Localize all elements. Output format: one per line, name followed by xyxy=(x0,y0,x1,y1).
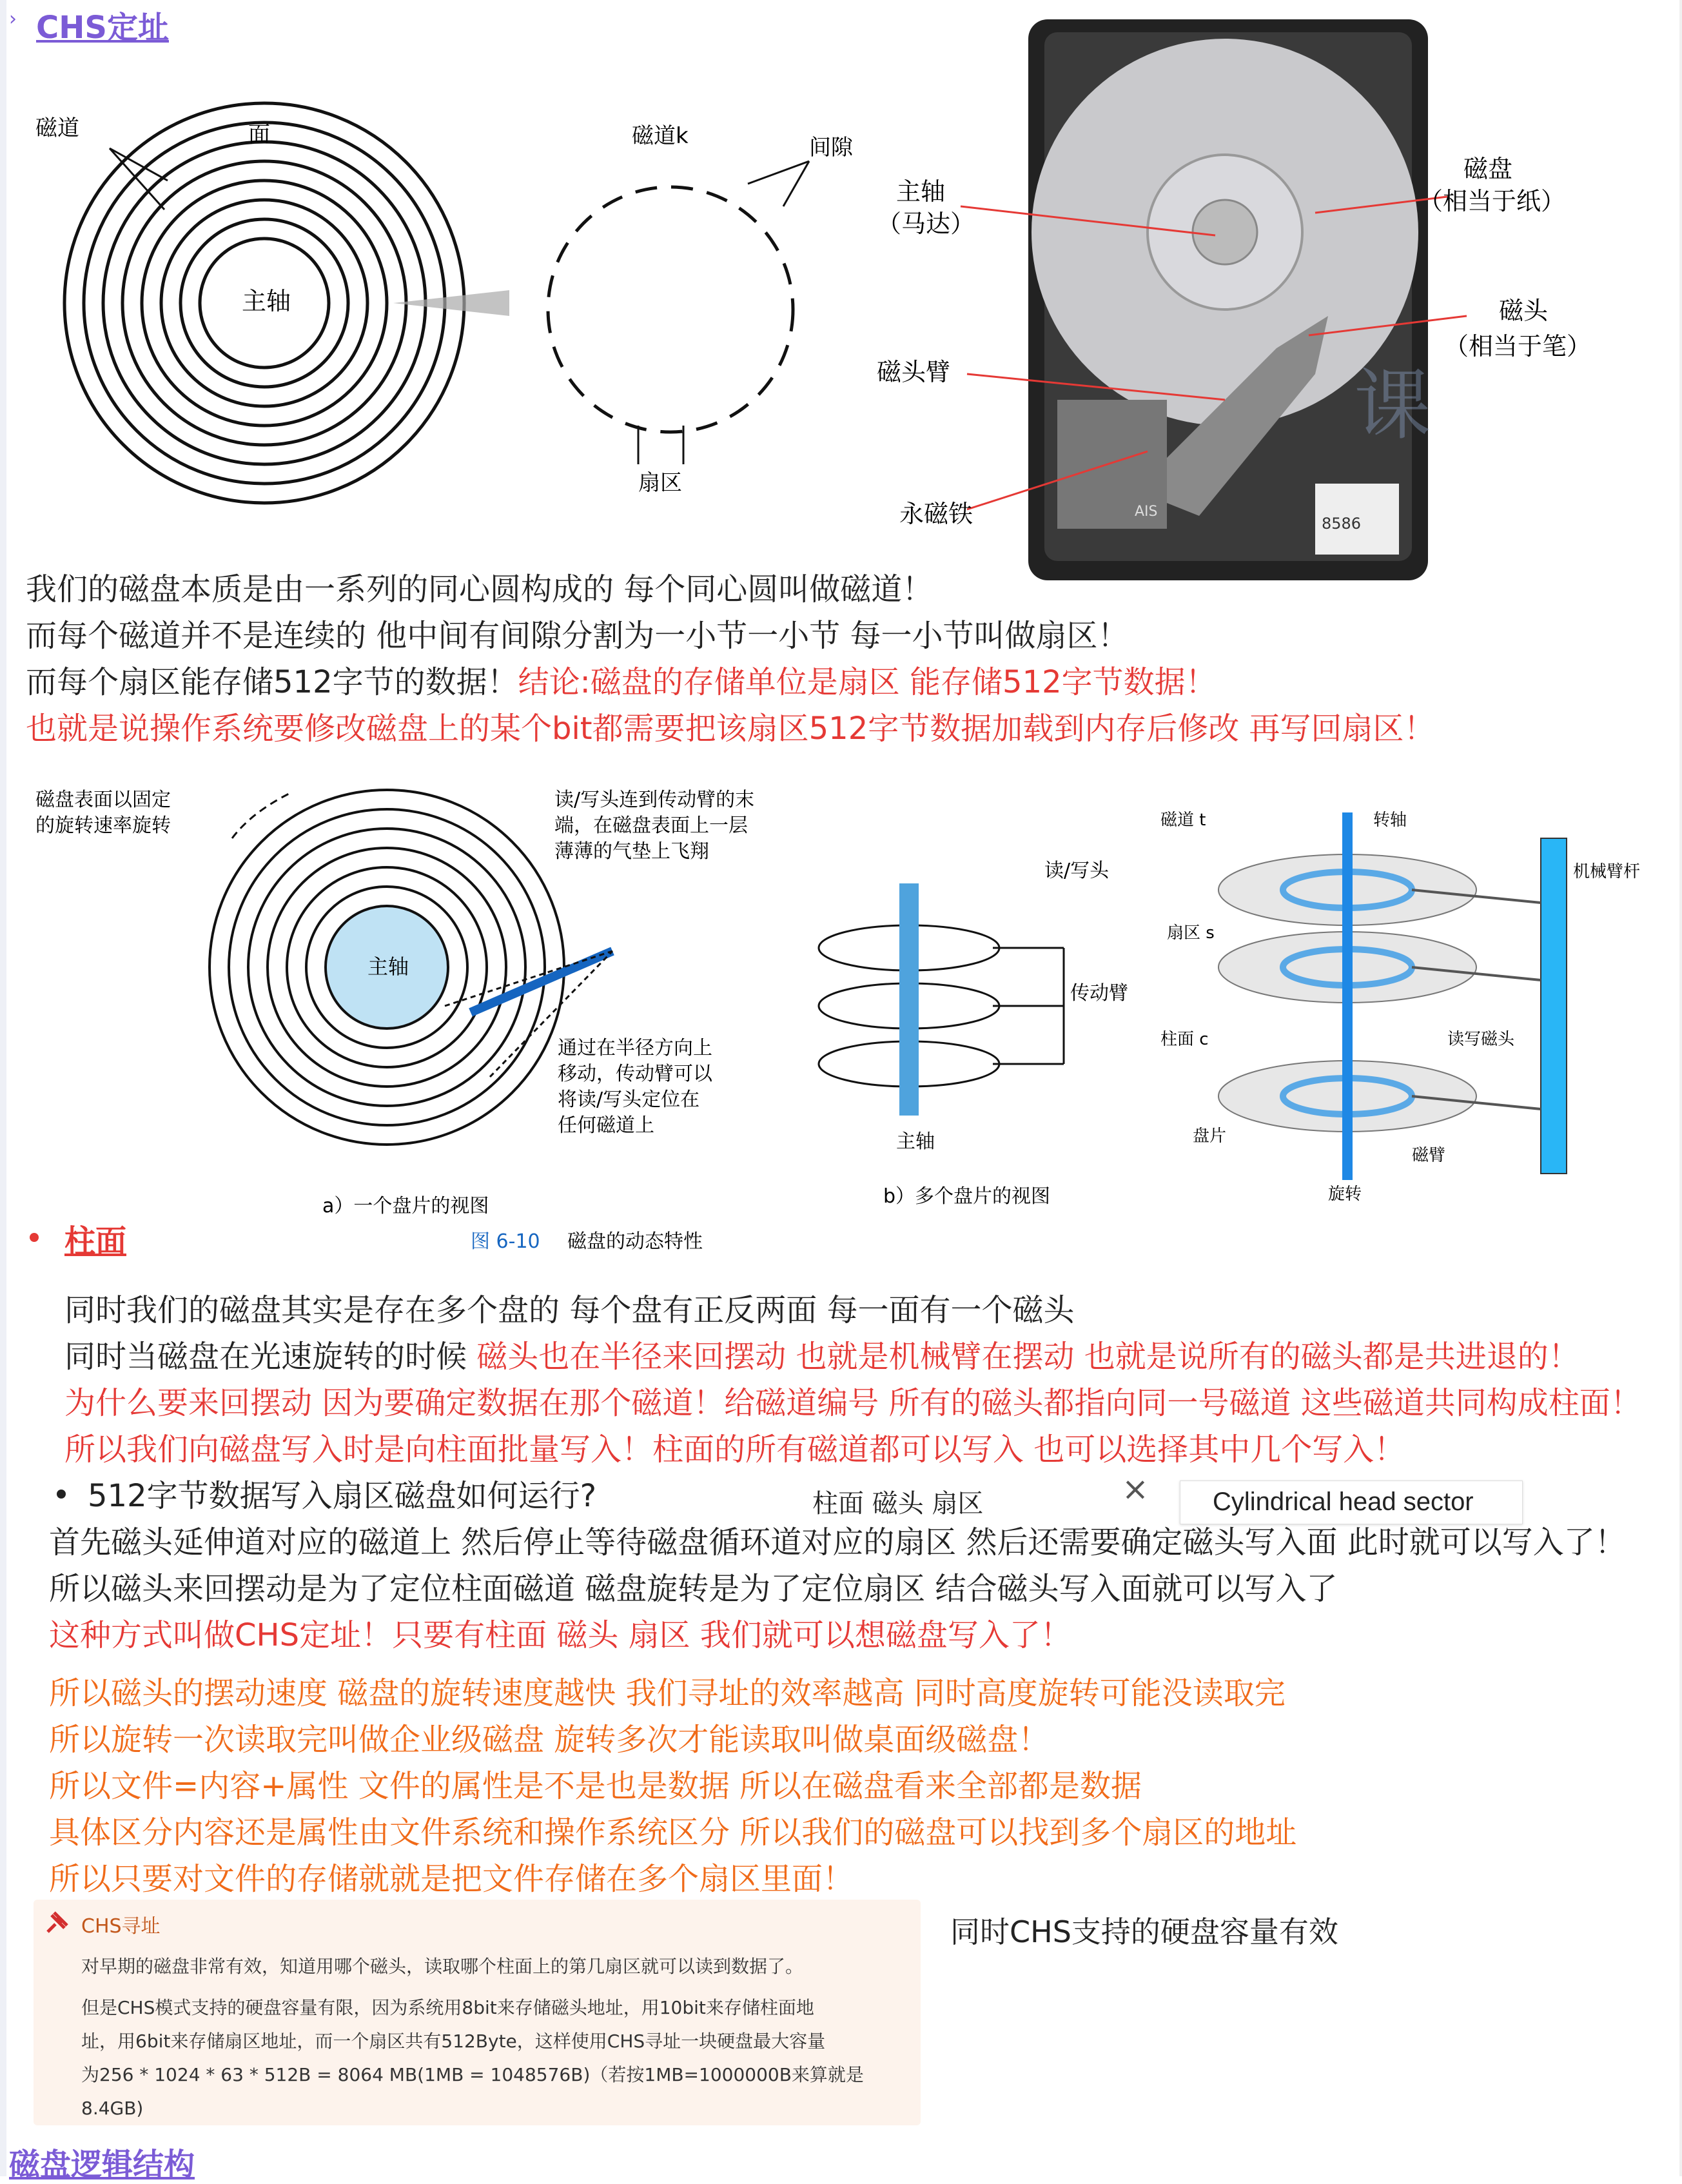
label-8586: 8586 xyxy=(1322,515,1362,533)
figure-dynamic-disk xyxy=(19,774,1154,1270)
bullet-question: 512字节数据写入扇区磁盘如何运行? xyxy=(88,1478,597,1514)
note-p1: 对早期的磁盘非常有效，知道用哪个磁头，读取哪个柱面上的第几扇区就可以读到数据了。 xyxy=(81,1956,804,1977)
label-fig4-platter: 盘片 xyxy=(1193,1126,1227,1146)
run-line1: 首先磁头延伸道对应的磁道上 然后停止等待磁盘循环道对应的扇区 然后还需要确定磁头写入面 此时就可以写入了！ xyxy=(49,1524,1626,1560)
left-margin-bar xyxy=(0,0,6,2176)
label-gap: 间隙 xyxy=(809,135,853,161)
label-head-line1: 读/写头连到传动臂的末 xyxy=(554,789,755,811)
section-heading-logical: 磁盘逻辑结构 xyxy=(9,2147,195,2183)
close-icon[interactable]: × xyxy=(1122,1470,1149,1508)
para1-line4: 也就是说操作系统要修改磁盘上的某个bit都需要把该扇区512字节数据加载到内存后修改 再写回扇区！ xyxy=(26,711,1435,747)
label-rotate-line2: 的旋转速率旋转 xyxy=(35,814,171,837)
label-move-line3: 将读/写头定位在 xyxy=(558,1088,700,1111)
right-scrollbar[interactable] xyxy=(1679,0,1682,2176)
arm-rod xyxy=(1541,838,1567,1174)
cyl-line4: 所以我们向磁盘写入时是向柱面批量写入！柱面的所有磁道都可以写入 也可以选择其中几个写入！ xyxy=(64,1431,1405,1468)
label-head-line2: 端，在磁盘表面上一层 xyxy=(554,814,748,837)
label-hdd-magnet: 永磁铁 xyxy=(899,500,973,528)
label-move-line1: 通过在半径方向上 xyxy=(558,1037,712,1059)
bullet-dot-black-icon xyxy=(57,1490,66,1499)
label-sector: 扇区 xyxy=(638,470,682,496)
label-hdd-platter-note: （相当于纸） xyxy=(1418,187,1566,215)
collapse-arrow-icon[interactable]: › xyxy=(9,8,17,30)
label-track: 磁道 xyxy=(35,115,79,141)
multi-spindle xyxy=(899,883,919,1116)
label-move-line2: 移动，传动臂可以 xyxy=(558,1063,712,1085)
label-arm-rod: 机械臂杆 xyxy=(1573,862,1641,881)
overlay-en-text: Cylindrical head sector xyxy=(1213,1488,1474,1516)
orange-line4: 具体区分内容还是属性由文件系统和操作系统区分 所以我们的磁盘可以找到多个扇区的地址 xyxy=(49,1815,1297,1851)
cyl-line2-red: 磁头也在半径来回摆动 也就是机械臂在摆动 也就是说所有的磁头都是共进退的！ xyxy=(476,1339,1579,1375)
para1-line2: 而每个磁道并不是连续的 他中间有间隙分割为一小节一小节 每一小节叫做扇区！ xyxy=(26,618,1129,654)
axis-rod xyxy=(1342,812,1353,1180)
orange-line2: 所以旋转一次读取完叫做企业级磁盘 旋转多次才能读取叫做桌面级磁盘！ xyxy=(49,1722,1050,1758)
caption-b: b）多个盘片的视图 xyxy=(883,1185,1051,1208)
note-p2-line4: 8.4GB) xyxy=(81,2098,144,2119)
label-rotate-line1: 磁盘表面以固定 xyxy=(35,789,171,811)
para1-line3-red: 结论:磁盘的存储单位是扇区 能存储512字节数据！ xyxy=(518,664,1217,700)
section-heading-cylinder: 柱面 xyxy=(64,1223,127,1259)
note-p2-line3: 为256 * 1024 * 63 * 512B = 8064 MB(1MB = 1048576B)（若按1MB=1000000B来算就是 xyxy=(81,2064,864,2085)
label-multi-spindle: 主轴 xyxy=(896,1130,935,1153)
label-fig4-arm: 磁臂 xyxy=(1412,1146,1446,1165)
label-sector-s: 扇区 s xyxy=(1167,923,1215,943)
orange-line3: 所以文件=内容+属性 文件的属性是不是也是数据 所以在磁盘看来全部都是数据 xyxy=(49,1768,1142,1804)
translation-popup xyxy=(1180,1481,1523,1524)
cyl-line1: 同时我们的磁盘其实是存在多个盘的 每个盘有正反两面 每一面有一个磁头 xyxy=(64,1292,1075,1328)
note-p2-line2: 址，用6bit来存储扇区地址，而一个扇区共有512Byte，这样使用CHS寻址一块硬盘最大容量 xyxy=(81,2031,826,2052)
cyl-line2 xyxy=(64,1336,1579,1377)
label-ais: AIS xyxy=(1135,504,1158,520)
label-hdd-spindle: 主轴 xyxy=(896,177,946,206)
para1-line1: 我们的磁盘本质是由一系列的同心圆构成的 每个同心圆叫做磁道！ xyxy=(26,571,934,607)
label-hdd-platter: 磁盘 xyxy=(1463,155,1513,183)
pin-icon xyxy=(43,1909,71,1937)
label-track-t: 磁道 t xyxy=(1160,811,1206,830)
figure-hdd-photo xyxy=(864,13,1612,580)
cyl-line3: 为什么要来回摆动 因为要确定数据在那个磁道！给磁道编号 所有的磁头都指向同一号磁道 这些磁道共同构成柱面！ xyxy=(64,1385,1641,1421)
label-hdd-head: 磁头 xyxy=(1499,297,1549,325)
note-title: CHS寻址 xyxy=(81,1915,161,1938)
cyl-line2-black: 同时当磁盘在光速旋转的时候 xyxy=(64,1339,477,1375)
label-actuator-arm: 传动臂 xyxy=(1070,982,1128,1005)
side-note: 同时CHS支持的硬盘容量有效 xyxy=(950,1914,1338,1949)
watermark: 课 xyxy=(1354,361,1431,451)
para1-line3 xyxy=(26,662,1217,703)
hdd-spindle xyxy=(1193,200,1257,264)
label-track-k: 磁道k xyxy=(632,123,689,149)
label-fig4-rw-head: 读写磁头 xyxy=(1447,1030,1515,1049)
label-surface: 面 xyxy=(248,122,270,148)
rotation-arrow xyxy=(232,793,290,838)
figure-number: 图 6-10 xyxy=(471,1230,540,1253)
gap-arrow-2 xyxy=(783,161,809,206)
label-hdd-head-note: （相当于笔） xyxy=(1444,332,1592,360)
track-k-dashed-circle xyxy=(548,187,793,432)
orange-line1: 所以磁头的摆动速度 磁盘的旋转速度越快 我们寻址的效率越高 同时高度旋转可能没读取完 xyxy=(49,1675,1286,1711)
label-move-line4: 任何磁道上 xyxy=(558,1114,654,1137)
label-hdd-motor: （马达） xyxy=(877,210,975,238)
figure-cylinder xyxy=(1154,800,1641,1212)
figure-tracks-diagram xyxy=(19,97,853,516)
label-head-line3: 薄薄的气垫上飞翔 xyxy=(554,840,709,863)
label-fig4-rotate: 旋转 xyxy=(1328,1185,1362,1204)
gap-arrow-1 xyxy=(748,161,809,184)
label-fig3-spindle: 主轴 xyxy=(367,954,409,979)
overlay-cn-text: 柱面 磁头 扇区 xyxy=(812,1489,984,1519)
magnify-arrow xyxy=(393,290,509,316)
label-cylinder-c: 柱面 c xyxy=(1160,1030,1209,1049)
label-spindle: 主轴 xyxy=(242,287,291,315)
caption-a: a）一个盘片的视图 xyxy=(322,1195,489,1217)
figure-title: 磁盘的动态特性 xyxy=(567,1230,703,1253)
bullet-dot-icon xyxy=(30,1233,39,1242)
run-line2: 所以磁头来回摆动是为了定位柱面磁道 磁盘旋转是为了定位扇区 结合磁头写入面就可以写入了 xyxy=(49,1571,1338,1607)
label-hdd-arm: 磁头臂 xyxy=(877,358,951,386)
section-heading-chs: CHS定址 xyxy=(36,10,169,46)
label-axis: 转轴 xyxy=(1373,811,1407,830)
label-rw-head: 读/写头 xyxy=(1044,860,1110,882)
run-line3: 这种方式叫做CHS定址！只要有柱面 磁头 扇区 我们就可以想磁盘写入了！ xyxy=(49,1617,1071,1653)
para1-line3-black: 而每个扇区能存储512字节的数据！ xyxy=(26,664,518,700)
orange-line5: 所以只要对文件的存储就就是把文件存储在多个扇区里面！ xyxy=(49,1861,854,1897)
note-p2-line1: 但是CHS模式支持的硬盘容量有限，因为系统用8bit来存储磁头地址，用10bit来存储柱面地 xyxy=(81,1997,814,2018)
